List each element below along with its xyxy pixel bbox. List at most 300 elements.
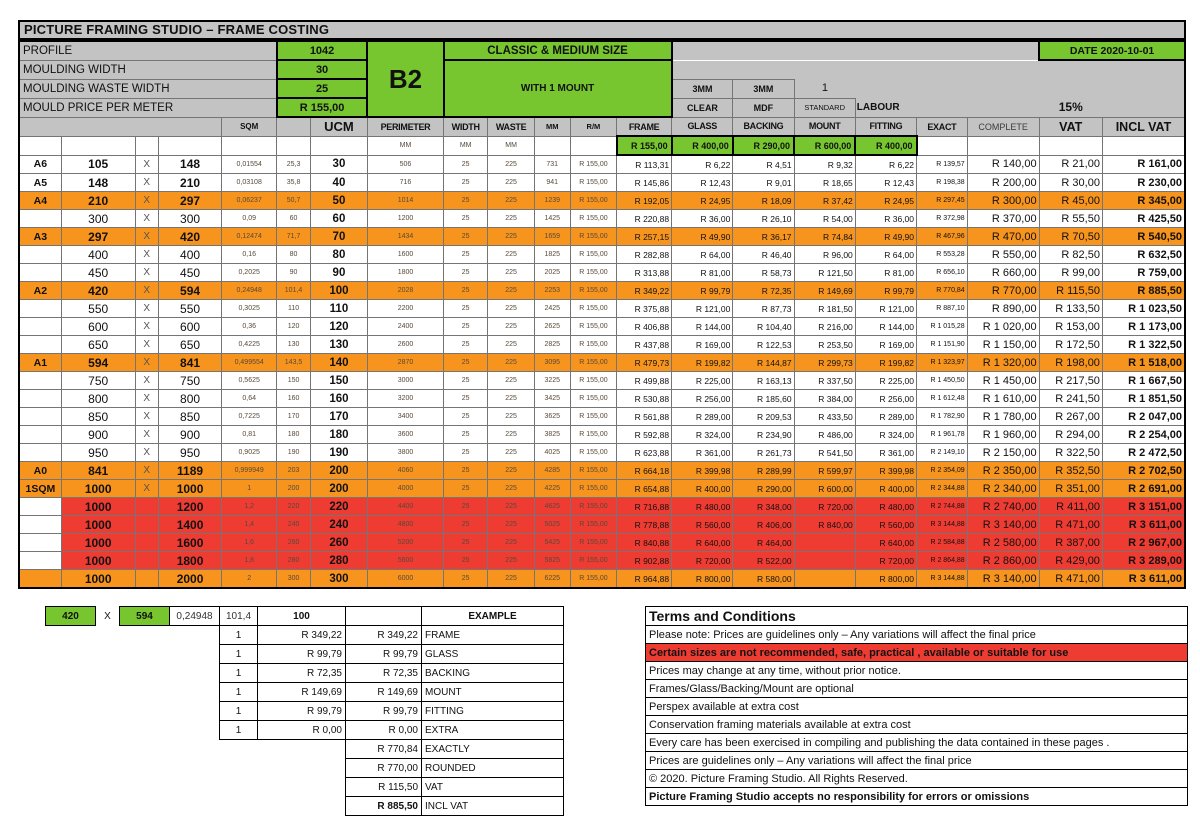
cell-size-label: A2	[19, 282, 61, 300]
costing-rows	[19, 155, 1185, 588]
example-item-row	[46, 664, 564, 683]
cell-width-mm: 25	[444, 318, 488, 336]
header-spacer	[855, 79, 1185, 98]
profile-label: PROFILE	[19, 41, 277, 60]
terms-row	[646, 626, 1188, 644]
cell-ucm: 300	[310, 570, 367, 589]
example-blank	[46, 626, 220, 645]
cell-rate-per-meter: R 155,00	[570, 480, 616, 498]
cell-backing: R 104,40	[733, 318, 794, 336]
cell-fitting: R 480,00	[855, 498, 916, 516]
example-total: R 72,35	[346, 664, 422, 683]
cell-perimeter-mm: 2600	[367, 336, 443, 354]
cell-mount	[794, 552, 855, 570]
cell-sqm: 0,16	[222, 246, 277, 264]
terms-item: Frames/Glass/Backing/Mount are optional	[646, 680, 1188, 698]
cell-width-mm: 25	[444, 354, 488, 372]
cell-frame: R 145,86	[617, 174, 672, 192]
cell-glass: R 36,00	[672, 210, 733, 228]
cell-width: 210	[61, 192, 135, 210]
cell-exact: R 139,57	[917, 155, 968, 174]
cell-vat: R 82,50	[1039, 246, 1102, 264]
example-blank	[46, 797, 346, 816]
cell-x: X	[135, 426, 158, 444]
cell-backing: R 4,51	[733, 155, 794, 174]
header-spacer	[1102, 98, 1185, 117]
example-height: 594	[120, 607, 170, 626]
cell-backing: R 580,00	[733, 570, 794, 589]
example-price: R 72,35	[258, 664, 346, 683]
cell-sqm: 1,2	[222, 498, 277, 516]
cell-height: 1189	[158, 462, 221, 480]
cell-mount: R 181,50	[794, 300, 855, 318]
cell-vat: R 429,00	[1039, 552, 1102, 570]
cell-mm: 3825	[534, 426, 570, 444]
example-header: EXAMPLE	[422, 607, 564, 626]
example-width: 420	[46, 607, 96, 626]
cell-height: 594	[158, 282, 221, 300]
cell-vat: R 471,00	[1039, 570, 1102, 589]
cell-backing: R 144,87	[733, 354, 794, 372]
cell-width: 1000	[61, 480, 135, 498]
cell-incl-vat: R 230,00	[1102, 174, 1185, 192]
cell-complete: R 1 960,00	[967, 426, 1039, 444]
cell-perimeter-mm: 2870	[367, 354, 443, 372]
cell-exact: R 2 744,88	[917, 498, 968, 516]
frame-costing-sheet	[18, 20, 1186, 589]
cell-sqm: 0,12474	[222, 228, 277, 246]
cell-waste-mm: 225	[488, 516, 534, 534]
costing-row	[19, 336, 1185, 354]
cell-perimeter-mm: 5200	[367, 534, 443, 552]
cell-height: 1400	[158, 516, 221, 534]
cell-fitting: R 64,00	[855, 246, 916, 264]
cell-width-mm: 25	[444, 155, 488, 174]
cell-x: X	[135, 336, 158, 354]
example-blank	[46, 721, 220, 740]
cell-ucm-half: 35,8	[277, 174, 311, 192]
cell-sqm: 0,9025	[222, 444, 277, 462]
example-item-row	[46, 721, 564, 740]
cell-frame: R 840,88	[617, 534, 672, 552]
cell-vat: R 351,00	[1039, 480, 1102, 498]
cell-height: 650	[158, 336, 221, 354]
cell-frame: R 664,18	[617, 462, 672, 480]
terms-item: Picture Framing Studio accepts no responsibility for errors or omissions	[646, 788, 1188, 806]
cell-size-label	[19, 516, 61, 534]
cell-waste-mm: 225	[488, 228, 534, 246]
cell-glass: R 12,43	[672, 174, 733, 192]
cell-glass: R 99,79	[672, 282, 733, 300]
cell-height: 210	[158, 174, 221, 192]
cell-x: X	[135, 210, 158, 228]
cell-glass: R 24,95	[672, 192, 733, 210]
base-rate-glass: R 400,00	[672, 136, 733, 155]
cell-size-label	[19, 318, 61, 336]
cell-ucm-half: 170	[277, 408, 311, 426]
cell-rate-per-meter: R 155,00	[570, 318, 616, 336]
cell-ucm: 90	[310, 264, 367, 282]
cell-exact: R 372,98	[917, 210, 968, 228]
cell-height: 1200	[158, 498, 221, 516]
subheader-row	[19, 136, 1185, 155]
cell-waste-mm: 225	[488, 534, 534, 552]
column-header-row	[19, 117, 1185, 136]
cell-ucm: 280	[310, 552, 367, 570]
cell-perimeter-mm: 2028	[367, 282, 443, 300]
cell-complete: R 1 020,00	[967, 318, 1039, 336]
example-qty: 1	[220, 626, 258, 645]
terms-row	[646, 752, 1188, 770]
cell-sqm: 1,4	[222, 516, 277, 534]
cell-vat: R 198,00	[1039, 354, 1102, 372]
cell-rate-per-meter: R 155,00	[570, 552, 616, 570]
cell-mount: R 337,50	[794, 372, 855, 390]
header-spacer	[917, 98, 1040, 117]
cell-size-label	[19, 390, 61, 408]
base-rate-mount: R 600,00	[794, 136, 855, 155]
cell-width-mm: 25	[444, 228, 488, 246]
cell-width: 148	[61, 174, 135, 192]
cell-exact: R 2 864,88	[917, 552, 968, 570]
cell-fitting: R 12,43	[855, 174, 916, 192]
cell-ucm-half: 60	[277, 210, 311, 228]
costing-row	[19, 300, 1185, 318]
cell-ucm-half: 143,5	[277, 354, 311, 372]
cell-frame: R 192,05	[617, 192, 672, 210]
cell-height: 297	[158, 192, 221, 210]
cell-waste-mm: 225	[488, 408, 534, 426]
cell-incl-vat: R 3 151,00	[1102, 498, 1185, 516]
cell-mount: R 486,00	[794, 426, 855, 444]
cell-fitting: R 640,00	[855, 534, 916, 552]
example-blank	[46, 683, 220, 702]
cell-x: X	[135, 444, 158, 462]
cell-vat: R 115,50	[1039, 282, 1102, 300]
cell-waste-mm: 225	[488, 444, 534, 462]
cell-vat: R 322,50	[1039, 444, 1102, 462]
cell-fitting: R 81,00	[855, 264, 916, 282]
cell-mm: 4225	[534, 480, 570, 498]
cell-backing: R 289,99	[733, 462, 794, 480]
cell-perimeter-mm: 4000	[367, 480, 443, 498]
cell-vat: R 153,00	[1039, 318, 1102, 336]
cell-backing: R 290,00	[733, 480, 794, 498]
cell-waste-mm: 225	[488, 174, 534, 192]
cell-incl-vat: R 345,00	[1102, 192, 1185, 210]
cell-fitting: R 225,00	[855, 372, 916, 390]
cell-rate-per-meter: R 155,00	[570, 174, 616, 192]
costing-row	[19, 390, 1185, 408]
cell-rate-per-meter: R 155,00	[570, 264, 616, 282]
cell-complete: R 3 140,00	[967, 516, 1039, 534]
cell-size-label	[19, 300, 61, 318]
example-total-value: R 770,00	[346, 759, 422, 778]
cell-glass: R 49,90	[672, 228, 733, 246]
cell-waste-mm: 225	[488, 336, 534, 354]
cell-exact: R 2 344,88	[917, 480, 968, 498]
col-header-rm: R/M	[570, 117, 616, 136]
cell-ucm: 80	[310, 246, 367, 264]
cell-vat: R 30,00	[1039, 174, 1102, 192]
cell-exact: R 1 151,90	[917, 336, 968, 354]
cell-mount: R 9,32	[794, 155, 855, 174]
cell-incl-vat: R 1 667,50	[1102, 372, 1185, 390]
cell-rate-per-meter: R 155,00	[570, 408, 616, 426]
cell-x: X	[135, 480, 158, 498]
cell-glass: R 225,00	[672, 372, 733, 390]
cell-height: 841	[158, 354, 221, 372]
cell-x	[135, 534, 158, 552]
glass-thickness: 3MM	[672, 79, 733, 98]
cell-mount: R 600,00	[794, 480, 855, 498]
cell-ucm: 190	[310, 444, 367, 462]
cell-width: 800	[61, 390, 135, 408]
cell-fitting: R 399,98	[855, 462, 916, 480]
cell-ucm-half: 110	[277, 300, 311, 318]
cell-sqm: 0,2025	[222, 264, 277, 282]
cell-width: 850	[61, 408, 135, 426]
cell-backing: R 18,09	[733, 192, 794, 210]
costing-row	[19, 426, 1185, 444]
cell-backing: R 87,73	[733, 300, 794, 318]
cell-mount: R 840,00	[794, 516, 855, 534]
cell-mount: R 299,73	[794, 354, 855, 372]
cell-mount: R 96,00	[794, 246, 855, 264]
cell-width-mm: 25	[444, 444, 488, 462]
costing-row	[19, 264, 1185, 282]
cell-exact: R 3 144,88	[917, 516, 968, 534]
cell-frame: R 220,88	[617, 210, 672, 228]
cell-waste-mm: 225	[488, 318, 534, 336]
cell-size-label	[19, 498, 61, 516]
terms-panel	[645, 606, 1188, 806]
cell-fitting: R 289,00	[855, 408, 916, 426]
cell-size-label: A4	[19, 192, 61, 210]
terms-item: Perspex available at extra cost	[646, 698, 1188, 716]
example-item-row	[46, 645, 564, 664]
cell-frame: R 313,88	[617, 264, 672, 282]
cell-size-label	[19, 264, 61, 282]
cell-height: 450	[158, 264, 221, 282]
example-qty: 1	[220, 683, 258, 702]
cell-mount: R 253,50	[794, 336, 855, 354]
cell-size-label: A5	[19, 174, 61, 192]
cell-incl-vat: R 2 967,00	[1102, 534, 1185, 552]
cell-x: X	[135, 264, 158, 282]
example-qty: 1	[220, 702, 258, 721]
terms-item: Conservation framing materials available at extra cost	[646, 716, 1188, 734]
cell-complete: R 2 860,00	[967, 552, 1039, 570]
cell-ucm: 30	[310, 155, 367, 174]
cell-width: 1000	[61, 498, 135, 516]
cell-vat: R 241,50	[1039, 390, 1102, 408]
cell-width: 1000	[61, 570, 135, 589]
cell-mm: 2025	[534, 264, 570, 282]
cell-size-label	[19, 372, 61, 390]
cell-exact: R 3 144,88	[917, 570, 968, 589]
example-qty: 1	[220, 664, 258, 683]
cell-rate-per-meter: R 155,00	[570, 462, 616, 480]
cell-exact: R 1 782,90	[917, 408, 968, 426]
example-blank	[46, 664, 220, 683]
example-total: R 99,79	[346, 702, 422, 721]
cell-ucm-half: 101,4	[277, 282, 311, 300]
cell-width-mm: 25	[444, 498, 488, 516]
cell-mm: 3225	[534, 372, 570, 390]
waste-width-value: 25	[277, 79, 368, 98]
cell-width: 1000	[61, 516, 135, 534]
cell-complete: R 1 320,00	[967, 354, 1039, 372]
vat-rate: 15%	[1039, 98, 1102, 117]
base-rate-fitting: R 400,00	[855, 136, 916, 155]
cell-exact: R 770,84	[917, 282, 968, 300]
cell-glass: R 256,00	[672, 390, 733, 408]
cell-glass: R 121,00	[672, 300, 733, 318]
cell-glass: R 6,22	[672, 155, 733, 174]
example-item-row	[46, 683, 564, 702]
cell-width-mm: 25	[444, 462, 488, 480]
cell-rate-per-meter: R 155,00	[570, 390, 616, 408]
cell-sqm: 0,64	[222, 390, 277, 408]
cell-rate-per-meter: R 155,00	[570, 516, 616, 534]
cell-height: 400	[158, 246, 221, 264]
profile-value: 1042	[277, 41, 368, 60]
cell-incl-vat: R 3 611,00	[1102, 516, 1185, 534]
cell-waste-mm: 225	[488, 570, 534, 589]
cell-sqm: 0,4225	[222, 336, 277, 354]
cell-width-mm: 25	[444, 246, 488, 264]
cell-frame: R 257,15	[617, 228, 672, 246]
cell-vat: R 411,00	[1039, 498, 1102, 516]
cell-fitting: R 560,00	[855, 516, 916, 534]
cell-vat: R 70,50	[1039, 228, 1102, 246]
cell-sqm: 0,09	[222, 210, 277, 228]
cell-sqm: 0,5625	[222, 372, 277, 390]
header-blank	[19, 117, 222, 136]
cell-height: 420	[158, 228, 221, 246]
example-price: R 149,69	[258, 683, 346, 702]
cell-sqm: 0,01554	[222, 155, 277, 174]
cell-vat: R 99,00	[1039, 264, 1102, 282]
cell-height: 600	[158, 318, 221, 336]
cell-vat: R 471,00	[1039, 516, 1102, 534]
cell-ucm: 240	[310, 516, 367, 534]
cell-exact: R 2 584,88	[917, 534, 968, 552]
example-total-row	[46, 797, 564, 816]
size-class-badge: CLASSIC & MEDIUM SIZE	[444, 41, 672, 60]
cell-backing: R 464,00	[733, 534, 794, 552]
example-price: R 99,79	[258, 702, 346, 721]
header-blank	[277, 117, 311, 136]
cell-perimeter-mm: 3800	[367, 444, 443, 462]
cell-ucm: 40	[310, 174, 367, 192]
waste-width-label: MOULDING WASTE WIDTH	[19, 79, 277, 98]
terms-row	[646, 734, 1188, 752]
cell-mount	[794, 570, 855, 589]
costing-table	[18, 40, 1186, 589]
cell-fitting: R 99,79	[855, 282, 916, 300]
terms-row	[646, 698, 1188, 716]
cell-width: 594	[61, 354, 135, 372]
cell-rate-per-meter: R 155,00	[570, 155, 616, 174]
example-total-row	[46, 759, 564, 778]
cell-height: 750	[158, 372, 221, 390]
cell-vat: R 387,00	[1039, 534, 1102, 552]
cell-backing: R 406,00	[733, 516, 794, 534]
cell-exact: R 1 450,50	[917, 372, 968, 390]
unit-mm: MM	[367, 136, 443, 155]
cell-size-label: A3	[19, 228, 61, 246]
costing-row	[19, 174, 1185, 192]
cell-width: 900	[61, 426, 135, 444]
cell-exact: R 198,38	[917, 174, 968, 192]
cell-exact: R 1 612,48	[917, 390, 968, 408]
terms-item: Please note: Prices are guidelines only – Any variations will affect the final price	[646, 626, 1188, 644]
cell-perimeter-mm: 3000	[367, 372, 443, 390]
cell-sqm: 0,24948	[222, 282, 277, 300]
cell-waste-mm: 225	[488, 246, 534, 264]
cell-ucm-half: 240	[277, 516, 311, 534]
cell-sqm: 0,06237	[222, 192, 277, 210]
cell-ucm: 110	[310, 300, 367, 318]
cell-perimeter-mm: 2200	[367, 300, 443, 318]
moulding-width-row	[19, 60, 1185, 79]
cell-waste-mm: 225	[488, 354, 534, 372]
cell-perimeter-mm: 716	[367, 174, 443, 192]
cell-size-label	[19, 426, 61, 444]
example-blank	[46, 645, 220, 664]
cell-glass: R 361,00	[672, 444, 733, 462]
cell-ucm: 220	[310, 498, 367, 516]
cell-incl-vat: R 1 851,50	[1102, 390, 1185, 408]
cell-frame: R 716,88	[617, 498, 672, 516]
cell-ucm: 130	[310, 336, 367, 354]
cell-rate-per-meter: R 155,00	[570, 246, 616, 264]
cell-frame: R 592,88	[617, 426, 672, 444]
cell-exact: R 1 323,97	[917, 354, 968, 372]
cell-sqm: 0,999949	[222, 462, 277, 480]
cell-mm: 941	[534, 174, 570, 192]
cell-ucm: 170	[310, 408, 367, 426]
cell-height: 900	[158, 426, 221, 444]
cell-width-mm: 25	[444, 264, 488, 282]
cell-x: X	[135, 408, 158, 426]
cell-complete: R 3 140,00	[967, 570, 1039, 589]
example-rows	[46, 626, 564, 816]
backing-thickness: 3MM	[733, 79, 794, 98]
cell-glass: R 199,82	[672, 354, 733, 372]
cell-ucm-half: 300	[277, 570, 311, 589]
cell-mount: R 18,65	[794, 174, 855, 192]
cell-mount: R 433,50	[794, 408, 855, 426]
cell-waste-mm: 225	[488, 264, 534, 282]
cell-backing: R 72,35	[733, 282, 794, 300]
cell-glass: R 81,00	[672, 264, 733, 282]
cell-width: 1000	[61, 552, 135, 570]
cell-vat: R 55,50	[1039, 210, 1102, 228]
cell-frame: R 113,31	[617, 155, 672, 174]
cell-backing: R 36,17	[733, 228, 794, 246]
example-table	[45, 606, 564, 816]
cell-sqm: 2	[222, 570, 277, 589]
cell-width: 950	[61, 444, 135, 462]
cell-mm: 3095	[534, 354, 570, 372]
terms-row	[646, 644, 1188, 662]
cell-ucm: 180	[310, 426, 367, 444]
cell-width: 450	[61, 264, 135, 282]
costing-row	[19, 155, 1185, 174]
